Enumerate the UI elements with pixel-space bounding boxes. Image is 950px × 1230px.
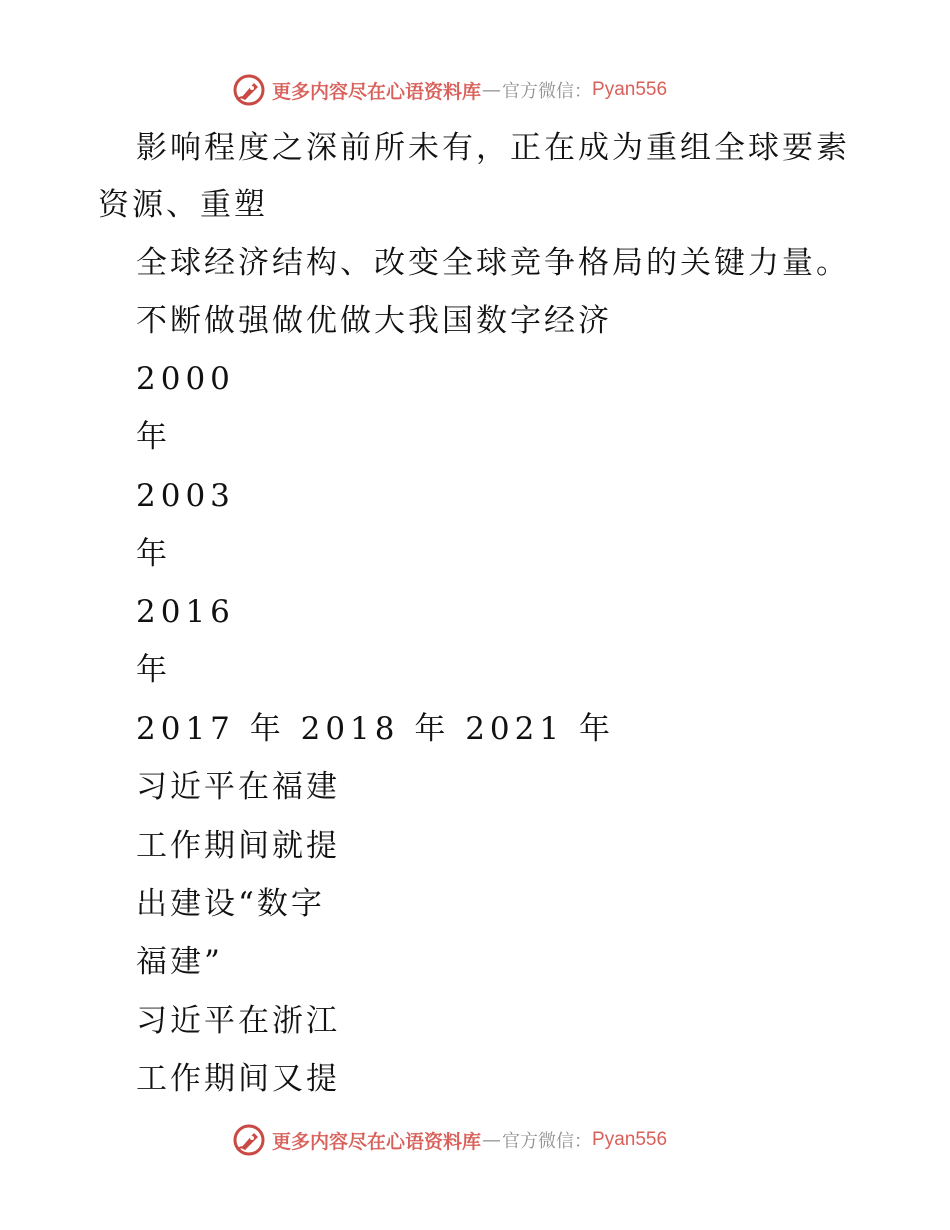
body-line-fujian-2: 工作期间就提 bbox=[136, 828, 340, 864]
body-line-zhejiang-1: 习近平在浙江 bbox=[136, 1003, 340, 1039]
header-banner bbox=[232, 72, 667, 108]
body-line-2: 资源、重塑 bbox=[98, 187, 268, 223]
year-2000: 2000 bbox=[136, 361, 235, 397]
years-row: 2017 年 2018 年 2021 年 bbox=[136, 711, 615, 747]
year-suffix-3: 年 bbox=[136, 652, 170, 688]
body-line-zhejiang-2: 工作期间又提 bbox=[136, 1061, 340, 1097]
footer-sub-text: 官方微信： bbox=[502, 1131, 593, 1152]
footer-wechat-id: Pyan556 bbox=[592, 1129, 668, 1150]
body-line-4: 不断做强做优做大我国数字经济 bbox=[136, 303, 612, 339]
banner-separator: — bbox=[482, 79, 502, 101]
body-line-fujian-3: 出建设“数字 bbox=[136, 886, 325, 922]
footer-separator: — bbox=[482, 1129, 502, 1151]
footer-main-text: 更多内容尽在心语资料库 bbox=[272, 1130, 482, 1153]
year-suffix-2: 年 bbox=[136, 536, 170, 572]
footer-banner bbox=[232, 1122, 667, 1158]
banner-sub-text: 官方微信： bbox=[502, 81, 593, 102]
banner-main-text: 更多内容尽在心语资料库 bbox=[272, 80, 482, 103]
body-line-fujian-1: 习近平在福建 bbox=[136, 769, 340, 805]
banner-wechat-id: Pyan556 bbox=[592, 79, 668, 100]
body-line-fujian-4: 福建” bbox=[136, 944, 223, 980]
pen-nib-logo-icon bbox=[232, 1123, 266, 1157]
pen-nib-logo-icon bbox=[232, 73, 266, 107]
body-line-1: 影响程度之深前所未有，正在成为重组全球要素 bbox=[136, 130, 850, 166]
body-line-3: 全球经济结构、改变全球竞争格局的关键力量。 bbox=[136, 245, 850, 281]
year-suffix-1: 年 bbox=[136, 419, 170, 455]
year-2003: 2003 bbox=[136, 478, 235, 514]
year-2016: 2016 bbox=[136, 594, 235, 630]
